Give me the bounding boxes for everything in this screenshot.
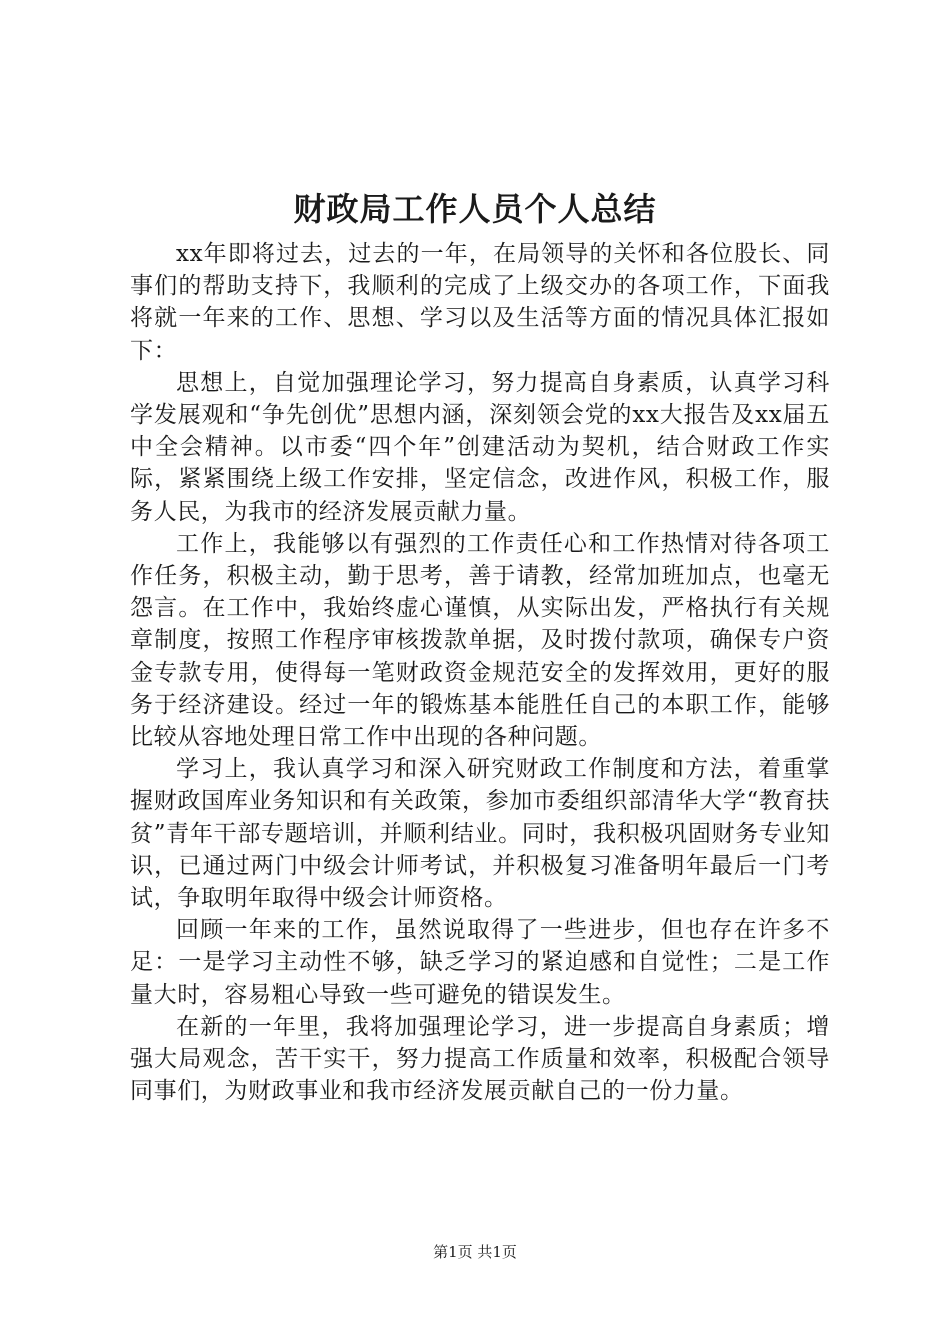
document-body: [130, 238, 830, 1107]
page-footer: 第1页 共1页: [433, 1243, 517, 1261]
document-title: 财政局工作人员个人总结: [293, 190, 657, 228]
paragraph-plan: 在新的一年里，我将加强理论学习，进一步提高自身素质；增强大局观念，苦干实干，努力提高工作质量和效率，积极配合领导同事们，为财政事业和我市经济发展贡献自己的一份力量。: [130, 1013, 830, 1105]
paragraph-study: 学习上，我认真学习和深入研究财政工作制度和方法，着重掌握财政国库业务知识和有关政策，参加市委组织部清华大学“教育扶贫”青年干部专题培训，并顺利结业。同时，我积极巩固财务专业知识，已通过两门中级会计师考试，并积极复习准备明年最后一门考试，争取明年取得中级会计师资格。: [130, 756, 830, 912]
paragraph-work: 工作上，我能够以有强烈的工作责任心和工作热情对待各项工作任务，积极主动，勤于思考，善于请教，经常加班加点，也毫无怨言。在工作中，我始终虚心谨慎，从实际出发，严格执行有关规章制度，按照工作程序审核拨款单据，及时拨付款项，确保专户资金专款专用，使得每一笔财政资金规范安全的发挥效用，更好的服务于经济建设。经过一年的锻炼基本能胜任自己的本职工作，能够比较从容地处理日常工作中出现的各种问题。: [130, 530, 830, 751]
paragraph-thought: 思想上，自觉加强理论学习，努力提高自身素质，认真学习科学发展观和“争先创优”思想内涵，深刻领会党的xx大报告及xx届五中全会精神。以市委“四个年”创建活动为契机，结合财政工作实际，紧紧围绕上级工作安排，坚定信念，改进作风，积极工作，服务人民，为我市的经济发展贡献力量。: [130, 369, 830, 525]
paragraph-intro: xx年即将过去，过去的一年，在局领导的关怀和各位股长、同事们的帮助支持下，我顺利的完成了上级交办的各项工作，下面我将就一年来的工作、思想、学习以及生活等方面的情况具体汇报如下：: [130, 241, 830, 364]
paragraph-review: 回顾一年来的工作，虽然说取得了一些进步，但也存在许多不足：一是学习主动性不够，缺乏学习的紧迫感和自觉性；二是工作量大时，容易粗心导致一些可避免的错误发生。: [130, 917, 830, 1008]
